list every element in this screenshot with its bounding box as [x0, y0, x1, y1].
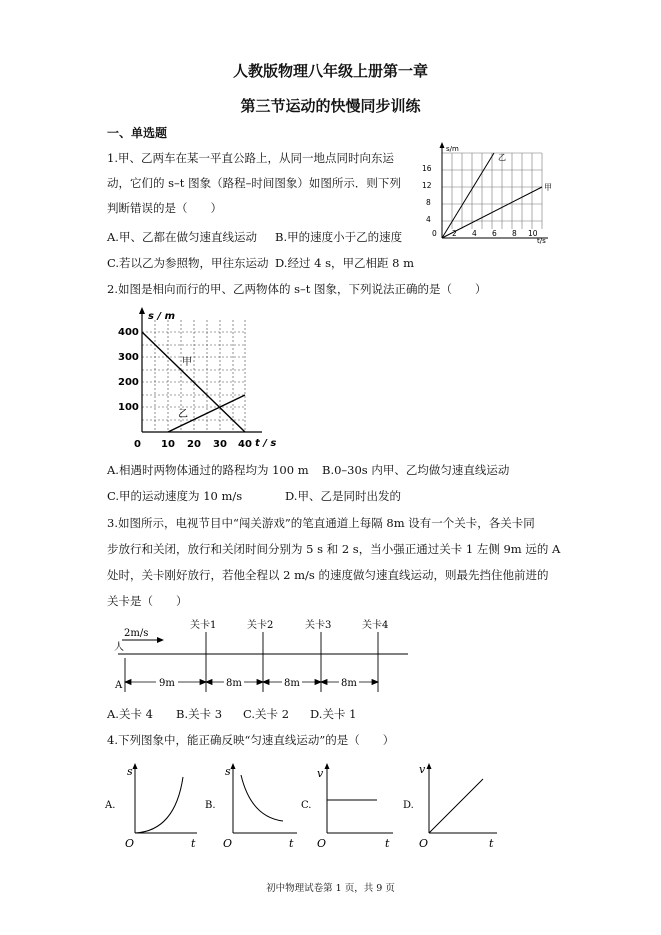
q2-option-a: A.相遇时两物体通过的路程均为 100 m — [107, 463, 309, 477]
q4-graph-a — [104, 763, 197, 850]
q1-xtick: 2 — [452, 229, 457, 238]
q1-ytick: 16 — [422, 164, 432, 173]
q2-ytick: 100 — [118, 402, 139, 413]
q4-ylabel-d: v — [419, 763, 426, 776]
q1-xtick: 4 — [472, 229, 477, 238]
q3-speed-arrowhead — [157, 637, 164, 643]
q3-point-a-label: A — [115, 680, 123, 691]
q3-gate-2-label: 关卡2 — [247, 620, 274, 631]
page-footer: 初中物理试卷第 1 页，共 9 页 — [266, 883, 395, 894]
q2-ytick: 400 — [118, 327, 139, 338]
q3-stem-line4: 关卡是（ ） — [107, 594, 188, 608]
q1-line-label-jia: 甲 — [544, 183, 552, 192]
q3-gate-4-label: 关卡4 — [362, 620, 389, 631]
q4-ylabel-b: s — [225, 765, 231, 778]
q2-y-arrow — [139, 307, 145, 314]
q1-grid — [442, 153, 542, 229]
q1-stem-line3: 判断错误的是（ ） — [107, 201, 222, 215]
q3-option-d: D.关卡 1 — [310, 707, 357, 721]
q4-graph-d — [403, 763, 497, 850]
q2-xtick: 30 — [213, 439, 227, 450]
q4-origin-b: O — [223, 837, 233, 850]
q3-stem-line3: 处时，关卡刚好放行，若他全程以 2 m/s 的速度做匀速直线运动，则最先挡住他前进的 — [107, 568, 549, 582]
q4-label-d: D. — [403, 800, 414, 811]
q2-line-label-yi: 乙 — [178, 409, 188, 420]
q3-gap-label: 8m — [226, 678, 242, 689]
q1-xtick: 6 — [492, 229, 497, 238]
q2-xtick: 10 — [161, 439, 175, 450]
q1-option-c: C.若以乙为参照物，甲往东运动 — [107, 256, 269, 270]
q1-xlabel: t/s — [537, 237, 546, 245]
q4-label-c: C. — [301, 800, 312, 811]
q4-stem: 4.下列图象中，能正确反映“匀速直线运动”的是（ ） — [107, 733, 395, 747]
q4-xlabel-b: t — [289, 837, 294, 850]
q4-graph-b — [205, 763, 297, 850]
q2-xtick: 20 — [187, 439, 201, 450]
q3-option-a: A.关卡 4 — [107, 707, 153, 721]
q2-option-d: D.甲、乙是同时出发的 — [285, 489, 401, 503]
q3-stem-line2: 步放行和关闭，放行和关闭时间分别为 5 s 和 2 s，当小强正通过关卡 1 左侧 9m 远的 A — [107, 542, 561, 556]
q3-gate-diagram — [110, 612, 415, 700]
q1-ytick: 8 — [426, 198, 431, 207]
q4-curve-b — [241, 775, 283, 821]
q4-label-a: A. — [105, 800, 116, 811]
q4-ylabel-a: s — [127, 765, 133, 778]
q1-ylabel: s/m — [446, 145, 459, 153]
q2-grid — [142, 320, 245, 432]
q1-option-d: D.经过 4 s，甲乙相距 8 m — [275, 256, 415, 270]
q3-gap-label: 8m — [341, 678, 357, 689]
q4-xlabel-d: t — [489, 837, 494, 850]
q1-ytick: 4 — [426, 215, 431, 224]
q4-graph-c — [301, 763, 393, 850]
q1-xtick: 10 — [528, 229, 538, 238]
q2-line-jia — [142, 332, 245, 432]
q1-xtick: 0 — [432, 229, 437, 238]
q1-xtick: 8 — [512, 229, 517, 238]
q3-gate-3-label: 关卡3 — [305, 620, 332, 631]
q4-curve-a — [135, 777, 183, 833]
q3-gap-label: 9m — [159, 678, 175, 689]
q2-xtick: 0 — [134, 439, 141, 450]
q4-origin-d: O — [419, 837, 429, 850]
section-heading: 一、单选题 — [107, 126, 168, 140]
page-subtitle: 第三节运动的快慢同步训练 — [240, 97, 421, 115]
page-title: 人教版物理八年级上册第一章 — [232, 62, 428, 80]
q3-gate-1-label: 关卡1 — [190, 620, 217, 631]
q3-option-c: C.关卡 2 — [243, 707, 290, 721]
q2-st-graph — [112, 305, 282, 453]
q4-curve-d — [429, 779, 483, 833]
q4-ylabel-c: v — [317, 767, 324, 780]
q4-origin-c: O — [317, 837, 327, 850]
q1-stem-line2: 动，它们的 s–t 图象（路程–时间图象）如图所示．则下列 — [107, 176, 401, 190]
q1-ytick: 12 — [422, 181, 432, 190]
q2-option-c: C.甲的运动速度为 10 m/s — [107, 489, 243, 503]
q3-stem-line1: 3.如图所示，电视节目中“闯关游戏”的笔直通道上每隔 8m 设有一个关卡，各关卡同 — [107, 516, 535, 530]
q1-y-arrow — [440, 142, 445, 148]
q4-label-b: B. — [205, 800, 216, 811]
q1-st-graph — [420, 140, 550, 246]
q2-xtick: 40 — [238, 439, 252, 450]
q2-option-b: B.0–30s 内甲、乙均做匀速直线运动 — [322, 463, 510, 477]
q2-stem: 2.如图是相向而行的甲、乙两物体的 s–t 图象，下列说法正确的是（ ） — [107, 282, 487, 296]
q3-option-b: B.关卡 3 — [176, 707, 223, 721]
q3-gap-label: 8m — [284, 678, 300, 689]
q3-speed-label: 2m/s — [124, 628, 149, 639]
q4-graph-options — [105, 755, 515, 855]
q1-option-b: B.甲的速度小于乙的速度 — [275, 230, 403, 244]
q1-option-a: A.甲、乙都在做匀速直线运动 — [107, 230, 257, 244]
q2-line-label-jia: 甲 — [182, 357, 192, 368]
q4-xlabel-a: t — [191, 837, 196, 850]
q1-stem-line1: 1.甲、乙两车在某一平直公路上，从同一地点同时向东运 — [107, 151, 394, 165]
q4-xlabel-c: t — [385, 837, 390, 850]
q2-ytick: 200 — [118, 377, 139, 388]
q2-ytick: 300 — [118, 352, 139, 363]
q1-line-label-yi: 乙 — [498, 153, 506, 162]
q3-person-label: 人 — [114, 642, 124, 653]
q2-ylabel: s / m — [148, 311, 175, 322]
q4-origin-a: O — [125, 837, 135, 850]
q2-xlabel: t / s — [255, 438, 277, 449]
